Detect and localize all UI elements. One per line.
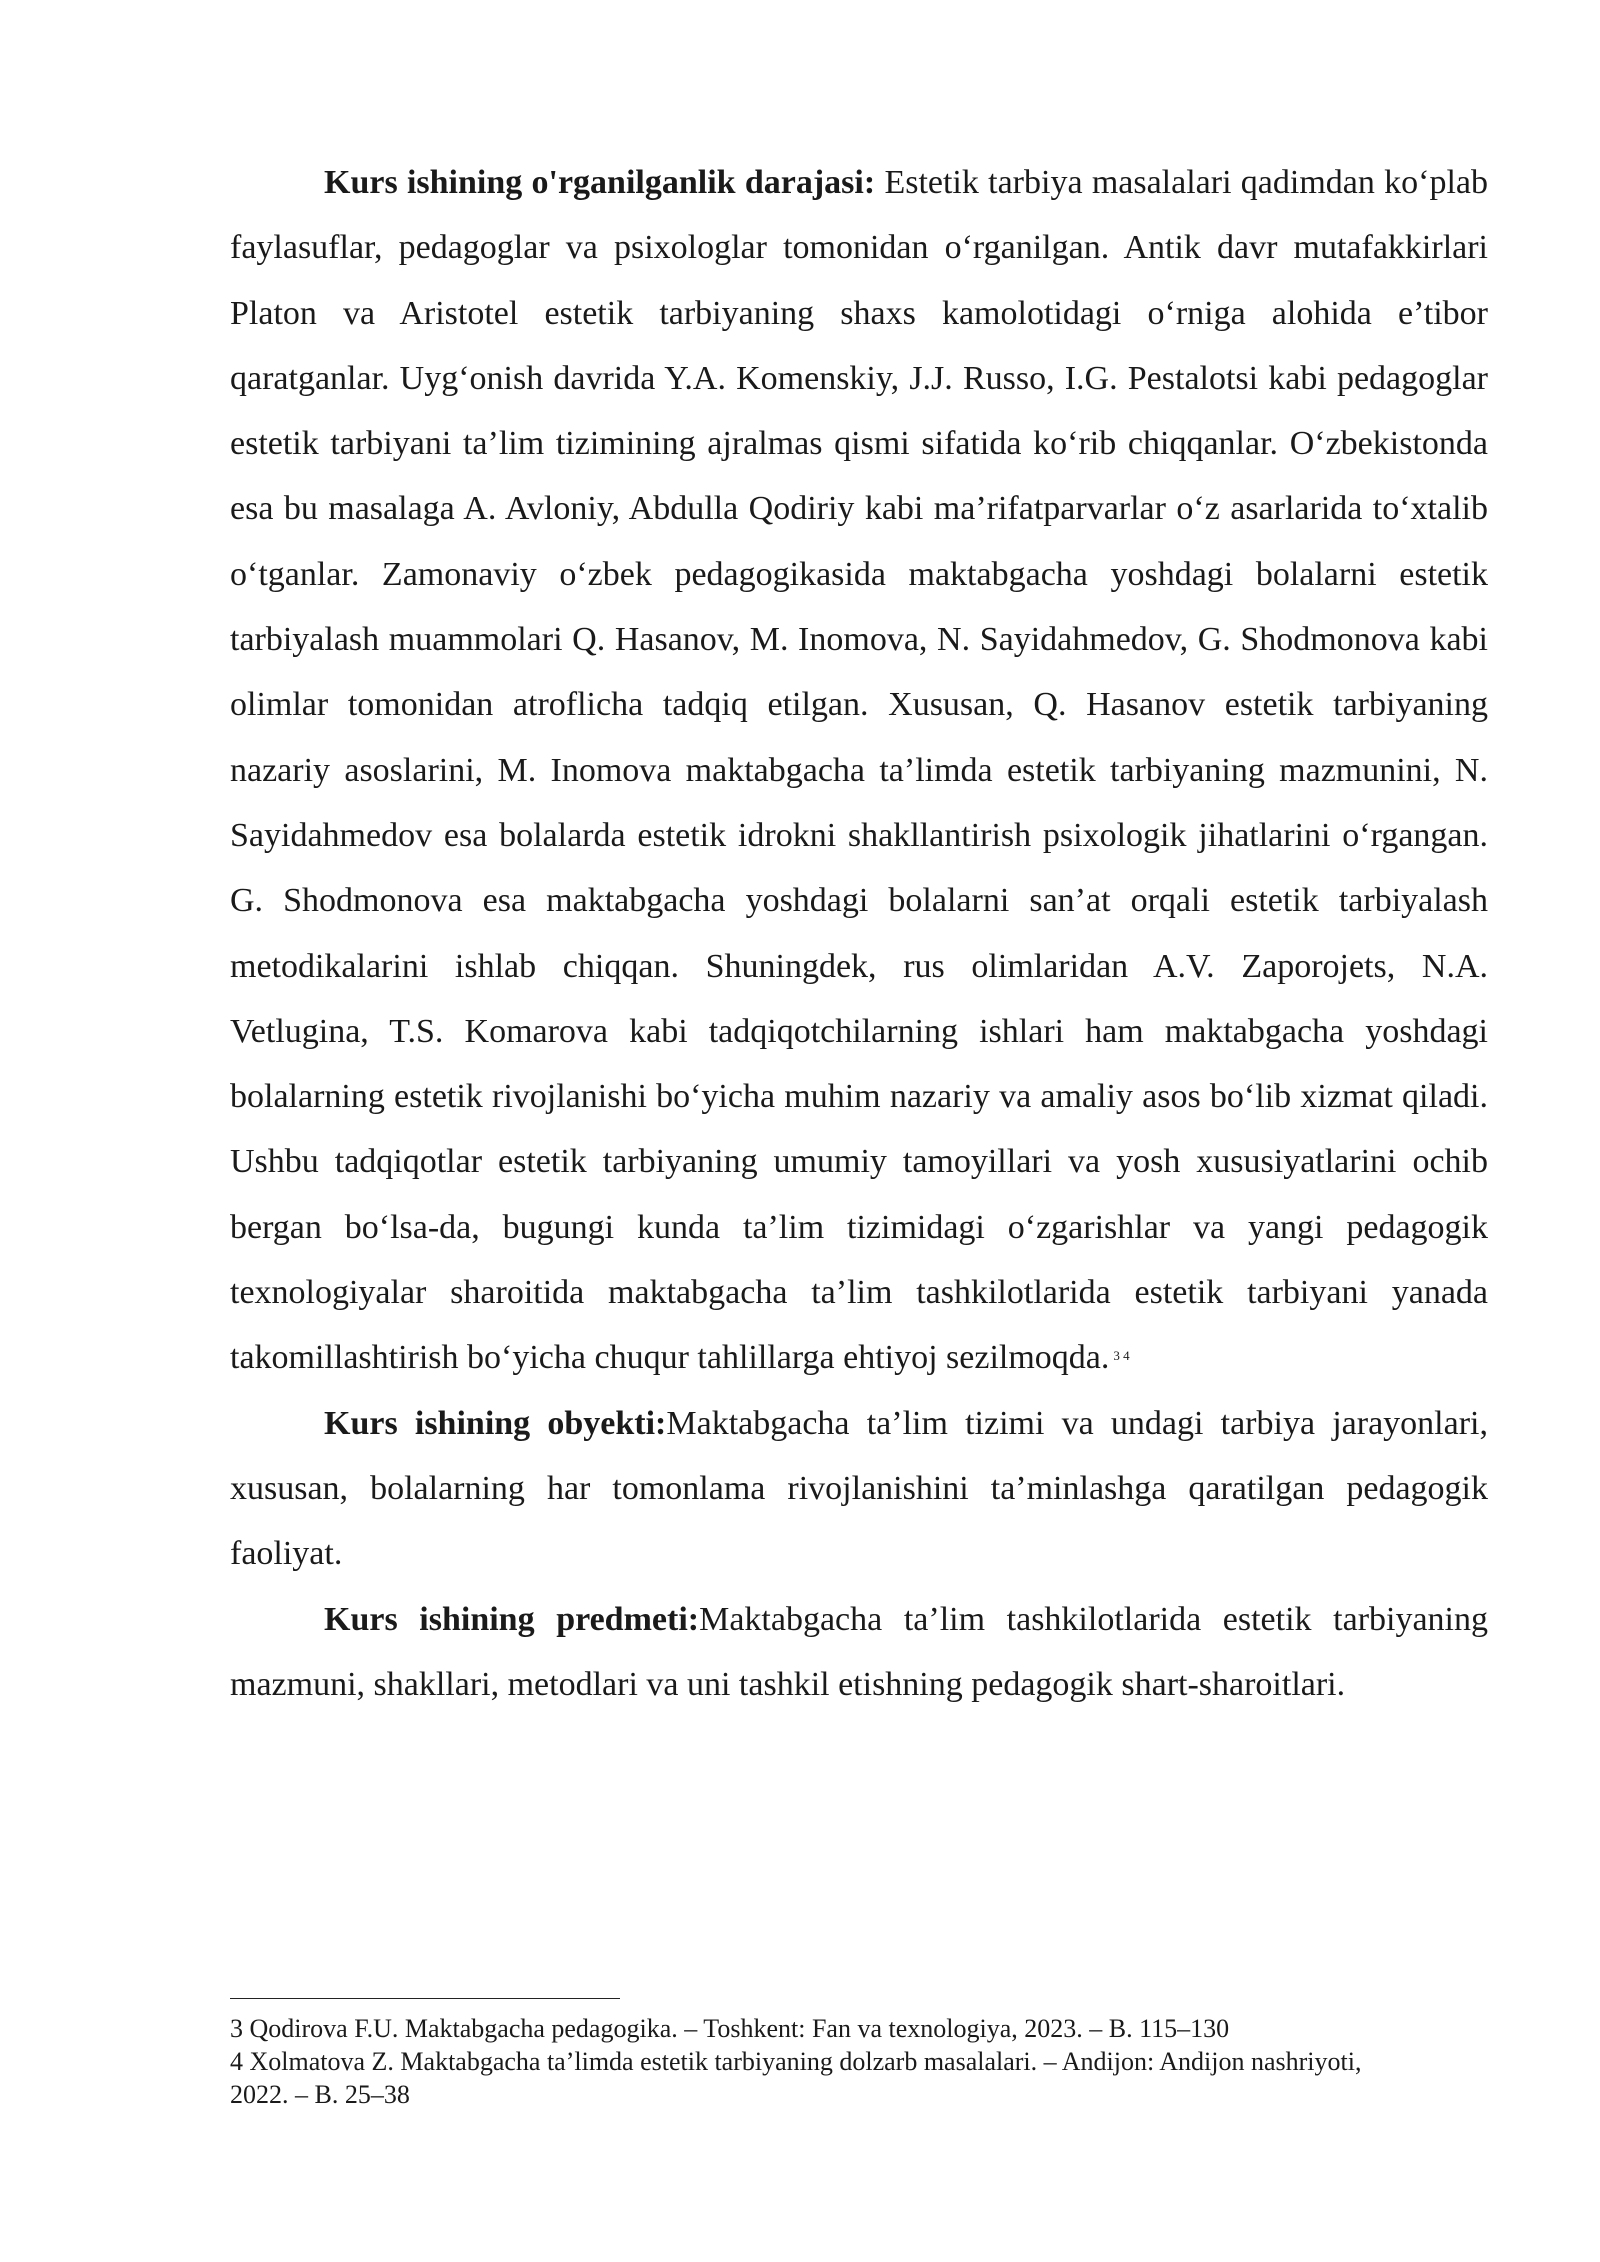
footnote-4: 4 Xolmatova Z. Maktabgacha ta’limda estetik tarbiyaning dolzarb masalalari. – Andijon: Andijon nashriyoti, 2022. – B. 25–38 <box>230 2047 1362 2109</box>
paragraph-heading: Kurs ishining o'rganilganlik darajasi: <box>324 164 876 201</box>
paragraph-heading: Kurs ishining predmeti: <box>324 1600 700 1638</box>
paragraph-text: Maktabgacha ta’lim tizimi va undagi tarbiya jarayonlari, xususan, bolalarning har tomonlama rivojlanishini ta’minlashga qaratilgan pedagogik faoliyat. <box>230 1404 1488 1573</box>
footnote-3: 3 Qodirova F.U. Maktabgacha pedagogika. – Toshkent: Fan va texnologiya, 2023. – B. 115–130 <box>230 2014 1230 2043</box>
paragraph-text: Maktabgacha ta’lim tashkilotlarida estetik tarbiyaning mazmuni, shakllari, metodlari va uni tashkil etishning pedagogik shart-sharoitlari. <box>230 1600 1488 1703</box>
document-body <box>230 150 1488 1717</box>
footnote-reference[interactable]: 3 4 <box>1113 1348 1130 1364</box>
paragraph-research-level <box>230 150 1488 1391</box>
paragraph-text: Estetik tarbiya masalalari qadimdan koʻplab faylasuflar, pedagoglar va psixologlar tomonidan oʻrganilgan. Antik davr mutafakkirlari Platon va Aristotel estetik tarbiyaning shaxs kamolotidagi oʻrniga alohida e’tibor qaratganlar. Uygʻonish davrida Y.A. Komenskiy, J.J. Russo, I.G. Pestalotsi kabi pedagoglar estetik tarbiyani ta’lim tizimining ajralmas qismi sifatida koʻrib chiqqanlar. Oʻzbekistonda esa bu masalaga A. Avloniy, Abdulla Qodiriy kabi ma’rifatparvarlar oʻz asarlarida toʻxtalib oʻtganlar. Zamonaviy oʻzbek pedagogikasida maktabgacha yoshdagi bolalarni estetik tarbiyalash muammolari Q. Hasanov, M. Inomova, N. Sayidahmedov, G. Shodmonova kabi olimlar tomonidan atroflicha tadqiq etilgan. Xususan, Q. Hasanov estetik tarbiyaning nazariy asoslarini, M. Inomova maktabgacha ta’limda estetik tarbiyaning mazmunini, N. Sayidahmedov esa bolalarda estetik idrokni shakllantirish psixologik jihatlarini oʻrgangan. G. Shodmonova esa maktabgacha yoshdagi bolalarni san’at orqali estetik tarbiyalash metodikalarini ishlab chiqqan. Shuningdek, rus olimlaridan A.V. Zaporojets, N.A. Vetlugina, T.S. Komarova kabi tadqiqotchilarning ishlari ham maktabgacha yoshdagi bolalarning estetik rivojlanishi boʻyicha muhim nazariy va amaliy asos boʻlib xizmat qiladi. Ushbu tadqiqotlar estetik tarbiyaning umumiy tamoyillari va yosh xususiyatlarini ochib bergan boʻlsa-da, bugungi kunda ta’lim tizimidagi oʻzgarishlar va yangi pedagogik texnologiyalar sharoitida maktabgacha ta’lim tashkilotlarida estetik tarbiyani yanada takomillashtirish boʻyicha chuqur tahlillarga ehtiyoj sezilmoqda. <box>230 164 1488 1377</box>
paragraph-subject <box>230 1587 1488 1718</box>
paragraph-object <box>230 1391 1488 1587</box>
footnote-separator <box>230 1998 620 1999</box>
footnotes-section <box>230 1998 1380 2111</box>
paragraph-heading: Kurs ishining obyekti: <box>324 1404 667 1442</box>
